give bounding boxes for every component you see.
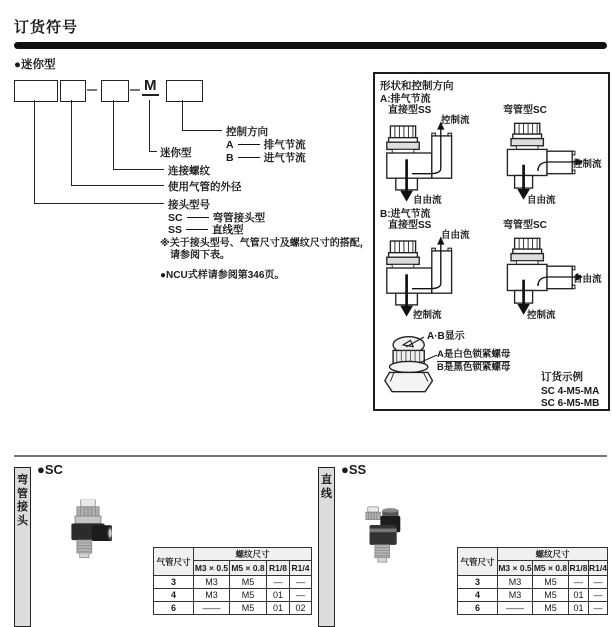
sc-product-photo: [64, 498, 112, 560]
ss-heading: ●SS: [341, 462, 367, 477]
col-header: R1/8: [267, 561, 290, 576]
connector-line: [113, 169, 164, 170]
label-fitting-model: 接头型号: [168, 199, 210, 211]
flow-label-top: 自由流: [441, 230, 470, 241]
col-header-tube-size: 气管尺寸: [154, 548, 194, 576]
panel-title: 形状和控制方向: [380, 80, 454, 92]
section-b-sc-label: 弯管型SC: [503, 220, 547, 231]
cell: M5: [230, 576, 267, 589]
order-example-1: SC 4-M5-MA: [541, 386, 600, 397]
code-dash-2: [130, 89, 140, 91]
col-header: M3 × 0.5: [498, 561, 533, 576]
ss-spec-table: [457, 547, 608, 615]
code-box-control-direction: [166, 80, 203, 102]
cell: M3: [194, 576, 230, 589]
note-combination: ※关于接头型号、气管尺寸及螺纹尺寸的搭配，: [160, 238, 370, 249]
col-header: R1/4: [290, 561, 312, 576]
sc-fitting-drawing: [493, 236, 583, 318]
col-header: M3 × 0.5: [194, 561, 230, 576]
row-size: 6: [154, 602, 194, 615]
col-header: R1/4: [589, 561, 608, 576]
cell: M3: [194, 589, 230, 602]
ab-white-nut-label: A是白色锁紧螺母: [437, 346, 510, 362]
flow-label-right: 控制流: [573, 159, 602, 170]
table-row: [458, 576, 608, 589]
ss-fitting-drawing: [385, 236, 475, 318]
cell: ——: [194, 602, 230, 615]
cell: M5: [230, 602, 267, 615]
section-a-label: A:排气节流: [380, 94, 431, 105]
cell: ——: [498, 602, 533, 615]
dash: [238, 157, 260, 158]
row-size: 3: [154, 576, 194, 589]
diagram-a-ss: [383, 112, 487, 204]
flow-label-right: 自由流: [573, 274, 602, 285]
col-header: M5 × 0.8: [230, 561, 267, 576]
dash: [186, 229, 208, 230]
connector-line: [34, 203, 164, 204]
code-box-fitting-model: [14, 80, 58, 102]
cell: M5: [533, 602, 569, 615]
cell: —: [569, 576, 589, 589]
title-underline-bar: [14, 42, 607, 49]
option-ss-desc: 直线型: [212, 224, 244, 236]
code-fixed-letter-m: M: [144, 77, 157, 94]
section-a-ss-label: 直接型SS: [388, 105, 432, 116]
row-size: 6: [458, 602, 498, 615]
dash: [187, 217, 209, 218]
option-ss-code: SS: [168, 224, 183, 236]
ss-product-photo: [362, 505, 406, 563]
option-b-desc: 进气节流: [263, 152, 306, 164]
option-sc-desc: 弯管接头型: [212, 212, 266, 224]
dash: [238, 144, 260, 145]
connector-line: [149, 151, 157, 152]
table-row: [154, 602, 312, 615]
connector-line: [182, 130, 222, 131]
row-size: 4: [458, 589, 498, 602]
sc-heading: ●SC: [37, 462, 63, 477]
connector-line: [113, 100, 114, 170]
cell: M3: [498, 589, 533, 602]
note-ncu: ●NCU式样请参阅第346页。: [160, 270, 285, 281]
cell: —: [589, 589, 608, 602]
section-a-sc-label: 弯管型SC: [503, 105, 547, 116]
col-group-thread-size: 螺纹尺寸: [498, 548, 608, 561]
flow-label-bottom: 自由流: [413, 195, 442, 206]
cell: M5: [230, 589, 267, 602]
code-dash-1: [87, 89, 97, 91]
cell: M3: [498, 576, 533, 589]
flow-label-top: 控制流: [441, 115, 470, 126]
order-example-2: SC 6-M5-MB: [541, 398, 600, 409]
cell: —: [290, 576, 312, 589]
tab-elbow-fitting: 弯管接头: [14, 467, 31, 627]
ss-fitting-drawing: [385, 121, 475, 203]
code-box-thread: [101, 80, 129, 102]
section-b-label: B:进气节流: [380, 209, 431, 220]
flow-label-bottom: 控制流: [527, 310, 556, 321]
ab-black-nut-label: B是黑色锁紧螺母: [437, 362, 511, 373]
col-header: R1/8: [569, 561, 589, 576]
connector-line: [71, 100, 72, 186]
cell: 01: [569, 602, 589, 615]
table-row: [458, 602, 608, 615]
code-box-tube-od: [60, 80, 86, 102]
option-a-code: A: [226, 139, 234, 151]
connector-line: [34, 100, 35, 204]
sc-fitting-drawing: [493, 121, 583, 203]
ab-display-title: A·B显示: [427, 331, 465, 342]
row-size: 3: [458, 576, 498, 589]
label-control-direction: 控制方向: [226, 126, 268, 138]
section-b-ss-label: 直接型SS: [388, 220, 432, 231]
cell: —: [589, 602, 608, 615]
cell: 01: [267, 589, 290, 602]
option-b-code: B: [226, 152, 234, 164]
table-row: [154, 589, 312, 602]
option-a-desc: 排气节流: [263, 139, 306, 151]
cell: M5: [533, 589, 569, 602]
cell: 01: [267, 602, 290, 615]
connector-line: [71, 185, 164, 186]
note-see-table: 请参阅下表。: [170, 250, 230, 261]
cell: M5: [533, 576, 569, 589]
table-row: [154, 576, 312, 589]
diagram-a-sc: [493, 112, 605, 204]
diagram-b-sc: [493, 227, 605, 319]
cell: —: [589, 576, 608, 589]
row-size: 4: [154, 589, 194, 602]
option-sc-code: SC: [168, 212, 183, 224]
connector-line: [182, 100, 183, 131]
cell: —: [267, 576, 290, 589]
cell: 01: [569, 589, 589, 602]
order-example-title: 订货示例: [541, 371, 583, 383]
shape-control-panel: [373, 72, 610, 411]
col-group-thread-size: 螺纹尺寸: [194, 548, 312, 561]
label-tube-od: 使用气管的外径: [168, 181, 242, 193]
cell: —: [290, 589, 312, 602]
label-connection-thread: 连接螺纹: [168, 165, 210, 177]
tab-straight: 直线: [318, 467, 335, 627]
mini-type-label: ●迷你型: [14, 59, 56, 71]
flow-label-bottom: 控制流: [413, 310, 442, 321]
col-header: M5 × 0.8: [533, 561, 569, 576]
sc-spec-table: [153, 547, 312, 615]
col-header-tube-size: 气管尺寸: [458, 548, 498, 576]
connector-line: [149, 100, 150, 152]
label-mini-type: 迷你型: [160, 147, 192, 159]
flow-label-bottom: 自由流: [527, 195, 556, 206]
section-divider: [14, 455, 607, 457]
option-b-row: [226, 150, 306, 165]
diagram-b-ss: [383, 227, 487, 319]
table-row: [458, 589, 608, 602]
cell: 02: [290, 602, 312, 615]
page-title: 订货符号: [14, 19, 79, 36]
